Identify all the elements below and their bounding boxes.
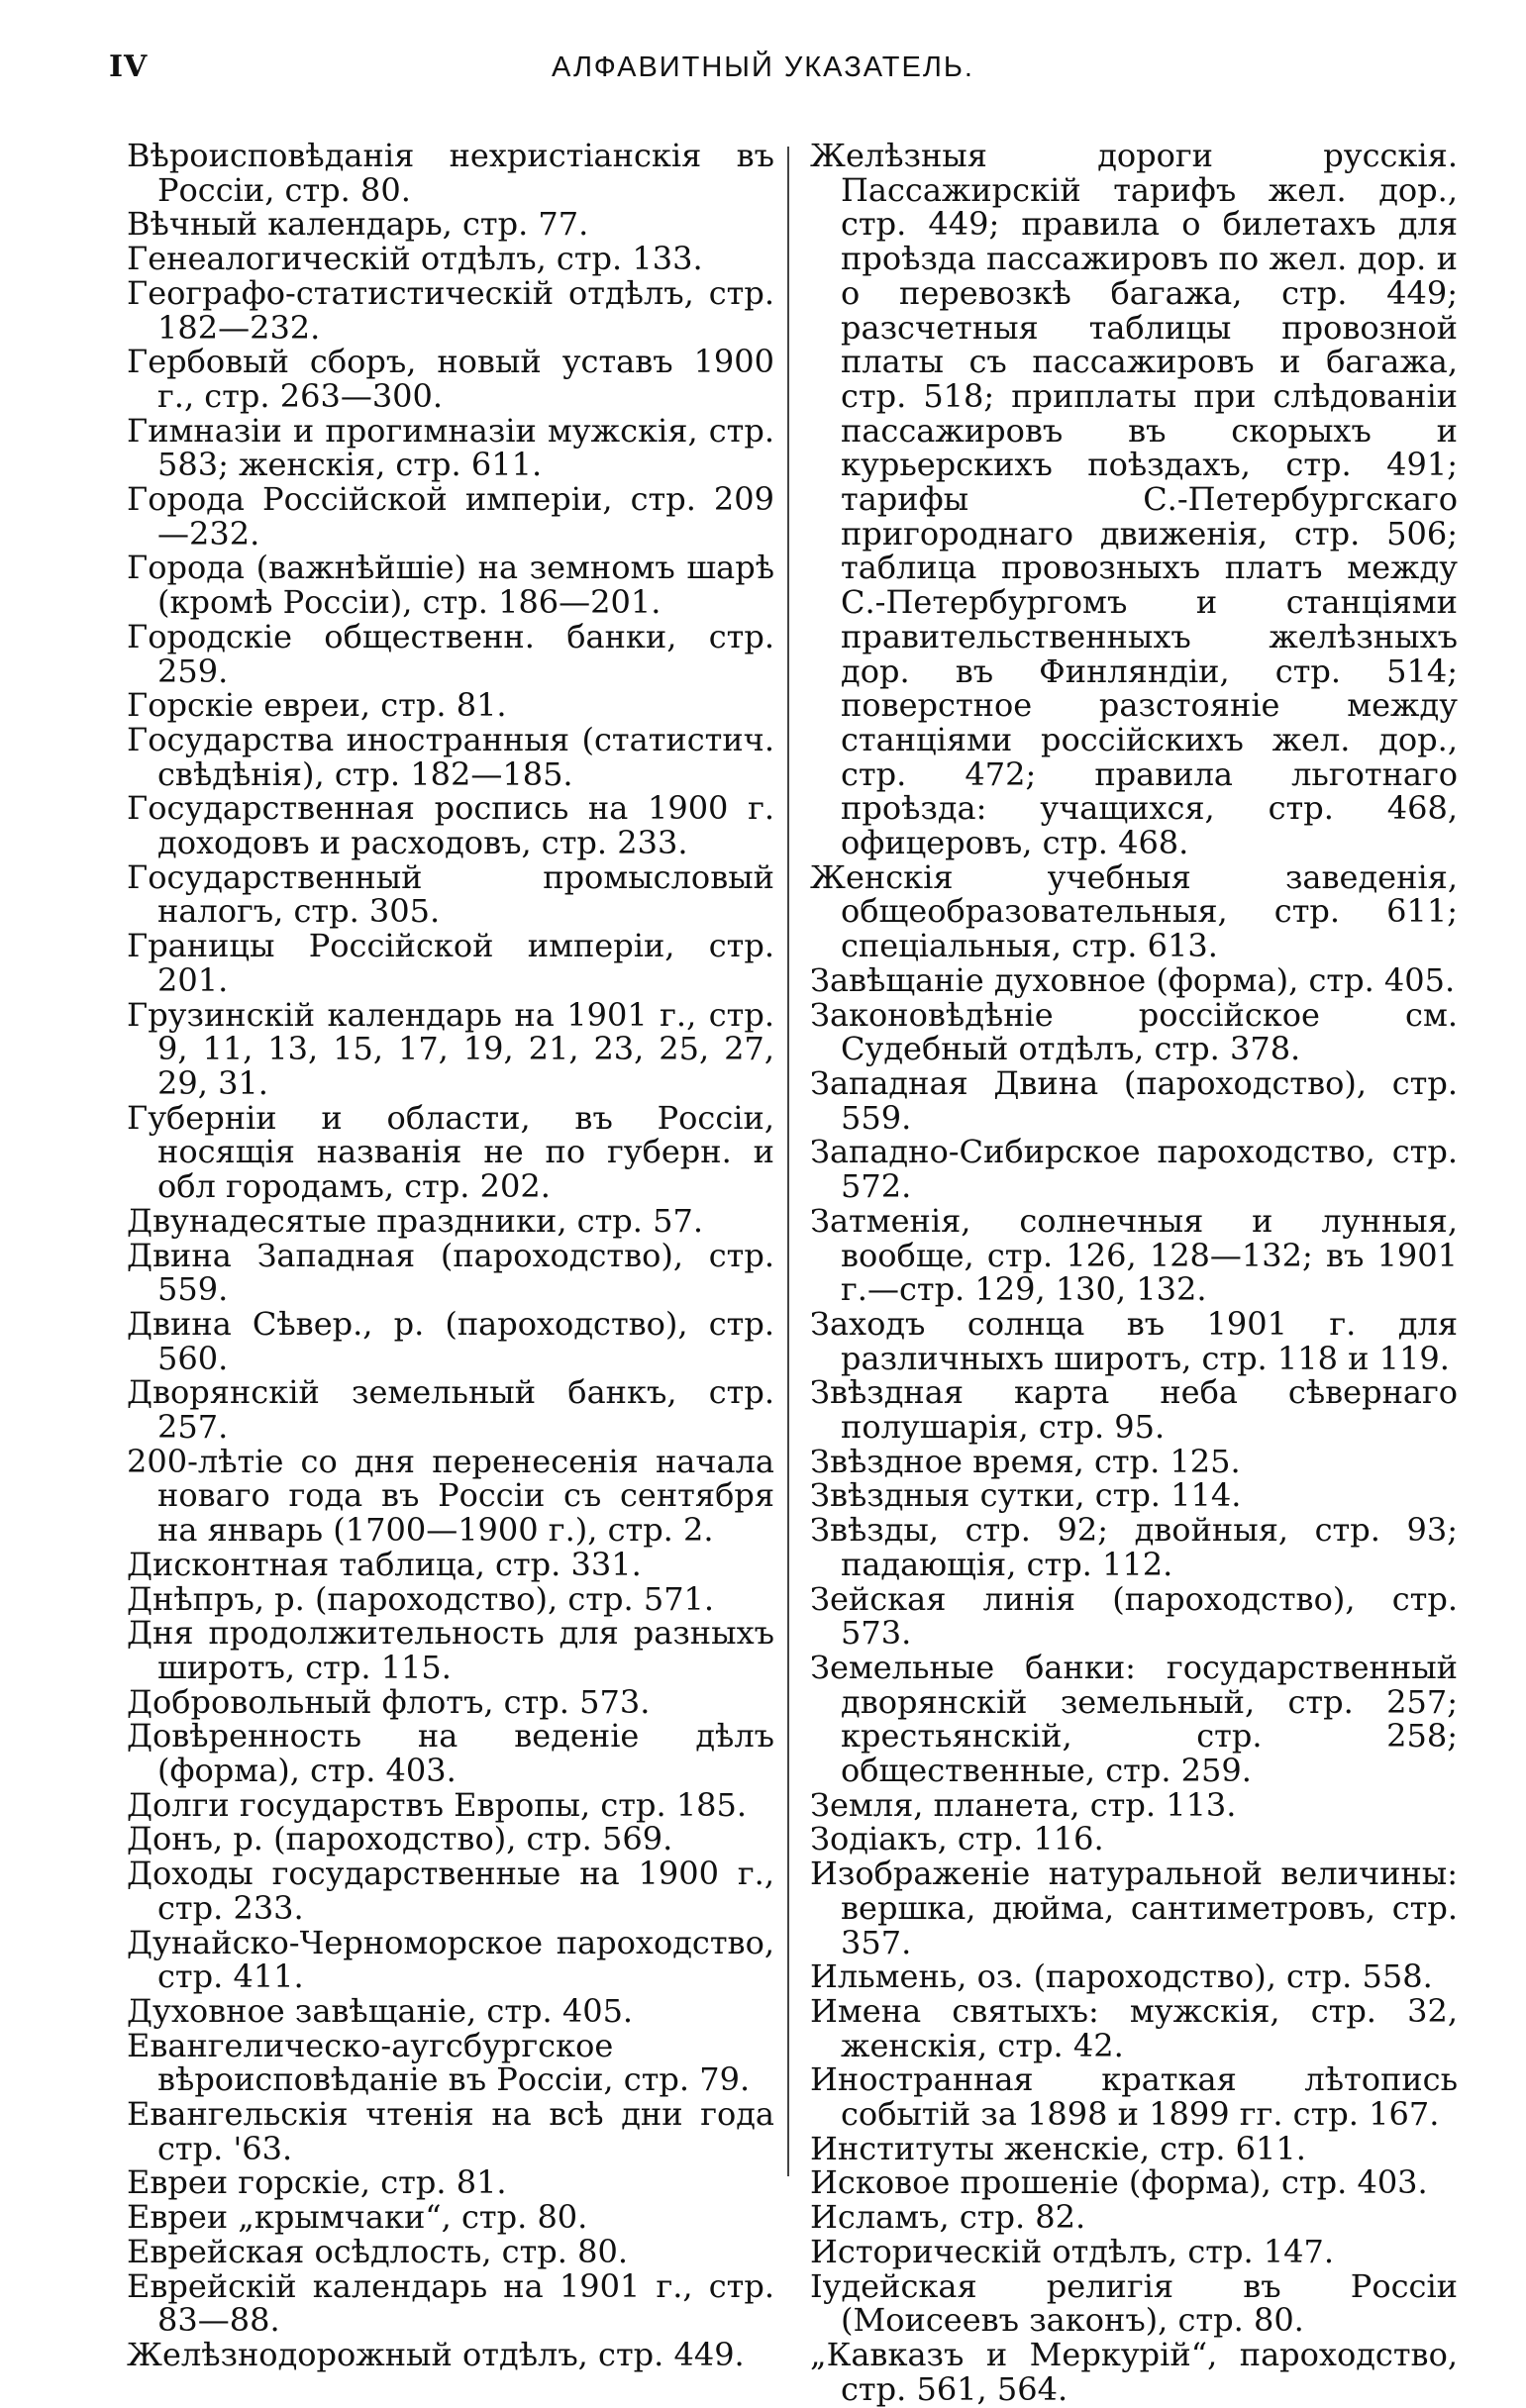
column-divider <box>787 147 789 2176</box>
index-entry: Земля, планета, стр. 113. <box>810 1785 1237 1824</box>
index-entry: Женскія учебныя заведенія, общеобразовательныя, стр. 611; спеціальныя, стр. 613. <box>810 857 1458 965</box>
index-entry: Иностранная краткая лѣтопись событій за 1898 и 1899 гг. стр. 167. <box>810 2060 1458 2134</box>
index-entry: Исковое прошеніе (форма), стр. 403. <box>810 2163 1428 2202</box>
index-entry: Географо-статистическій отдѣлъ, стр. 182—232. <box>127 273 774 347</box>
running-title: АЛФАВИТНЫЙ УКАЗАТЕЛЬ. <box>552 51 974 83</box>
index-entry: Земельные банки: государственный дворянскій земельный, стр. 257; крестьянскій, стр. 258; общественные, стр. 259. <box>810 1648 1458 1790</box>
index-entry: Звѣздное время, стр. 125. <box>810 1442 1241 1480</box>
index-entry: Историческій отдѣлъ, стр. 147. <box>810 2232 1335 2270</box>
index-entry: Звѣздная карта неба сѣвернаго полушарія, стр. 95. <box>810 1373 1458 1447</box>
page-number: IV <box>109 50 149 84</box>
index-entry: Законовѣдѣніе россійское см. Судебный отдѣлъ, стр. 378. <box>810 995 1458 1068</box>
index-entry: Вѣроисповѣданія нехристіанскія въ Россіи, стр. 80. <box>127 137 774 209</box>
index-entry: Долги государствъ Европы, стр. 185. <box>127 1785 748 1824</box>
index-entry: Заходъ солнца въ 1901 г. для различныхъ широтъ, стр. 118 и 119. <box>810 1304 1458 1377</box>
index-entry: „Кавказъ и Меркурій“, пароходство, стр. 561, 564. <box>810 2336 1458 2408</box>
index-entry: Ильмень, оз. (пароходство), стр. 558. <box>810 1957 1433 1996</box>
index-entry: Довѣренность на веденіе дѣлъ (форма), стр. 403. <box>127 1717 774 1790</box>
index-entry: Западно-Сибирское пароходство, стр. 572. <box>810 1133 1458 1206</box>
index-entry: 200-лѣтіе со дня перенесенія начала новаго года въ Россіи съ сентября на январь (1700—1900 г.), стр. 2. <box>127 1442 774 1550</box>
left-column <box>127 139 774 2372</box>
index-entry: Государственный промысловый налогъ, стр. 305. <box>127 857 774 931</box>
index-entry: Двина Западная (пароходство), стр. 559. <box>127 1236 774 1309</box>
index-entry: Звѣздныя сутки, стр. 114. <box>810 1476 1242 1515</box>
index-entry: Желѣзнодорожный отдѣлъ, стр. 449. <box>127 2336 745 2373</box>
index-entry: Городскіе общественн. банки, стр. 259. <box>127 617 774 690</box>
index-entry: Еврейскій календарь на 1901 г., стр. 83—88. <box>127 2266 774 2340</box>
index-entry: Евангельскія чтенія на всѣ дни года стр. '63. <box>127 2095 774 2167</box>
index-entry: Вѣчный календарь, стр. 77. <box>127 205 589 244</box>
index-entry: Зейская линія (пароходство), стр. 573. <box>810 1579 1458 1653</box>
index-entry: Донъ, р. (пароходство), стр. 569. <box>127 1820 673 1858</box>
right-column <box>810 139 1458 2406</box>
index-entry: Границы Россійской имперіи, стр. 201. <box>127 927 774 999</box>
index-entry: Іудейская религія въ Россіи (Моисеевъ законъ), стр. 80. <box>810 2266 1458 2340</box>
index-entry: Дисконтная таблица, стр. 331. <box>127 1545 642 1583</box>
index-entry: Затменія, солнечныя и лунныя, вообще, стр. 126, 128—132; въ 1901 г.—стр. 129, 130, 132. <box>810 1201 1458 1309</box>
index-entry: Дунайско-Черноморское пароходство, стр. 411. <box>127 1923 774 1996</box>
index-entry: Дня продолжительность для разныхъ широтъ, стр. 115. <box>127 1614 774 1686</box>
index-entry: Доходы государственные на 1900 г., стр. 233. <box>127 1855 774 1927</box>
index-entry: Духовное завѣщаніе, стр. 405. <box>127 1991 634 2030</box>
index-entry: Двунадесятые праздники, стр. 57. <box>127 1201 704 1240</box>
index-entry: Желѣзныя дороги русскія. Пассажирскій тарифъ жел. дор., стр. 449; правила о билетахъ для проѣзда пассажировъ по жел. дор. и о перевозкѣ багажа, стр. 449; разсчетныя таблицы провозной платы съ пассажировъ и багажа, стр. 518; приплаты при слѣдованіи пассажировъ въ скорыхъ и курьерскихъ поѣздахъ, стр. 491; тарифы С.-Петербургскаго пригороднаго движенія, стр. 506; таблица провозныхъ платъ между С.-Петербургомъ и станціями правительственныхъ желѣзныхъ дор. въ Финляндіи, стр. 514; поверстное разстояніе между станціями россійскихъ жел. дор., стр. 472; правила льготнаго проѣзда: учащихся, стр. 468, офицеровъ, стр. 468. <box>810 137 1458 862</box>
index-entry: Дворянскій земельный банкъ, стр. 257. <box>127 1373 774 1447</box>
index-entry: Двина Сѣвер., р. (пароходство), стр. 560. <box>127 1304 774 1377</box>
index-entry: Гимназіи и прогимназіи мужскія, стр. 583; женскія, стр. 611. <box>127 411 774 484</box>
index-entry: Города Россійской имперіи, стр. 209—232. <box>127 480 774 552</box>
index-entry: Государства иностранныя (статистич. свѣдѣнія), стр. 182—185. <box>127 720 774 793</box>
index-entry: Горскіе евреи, стр. 81. <box>127 686 507 725</box>
index-entry: Генеалогическій отдѣлъ, стр. 133. <box>127 240 703 278</box>
index-entry: Губерніи и области, въ Россіи, носящія названія не по губерн. и обл городамъ, стр. 202. <box>127 1098 774 1206</box>
index-entry: Евреи „крымчаки“, стр. 80. <box>127 2198 588 2237</box>
index-entry: Государственная роспись на 1900 г. доходовъ и расходовъ, стр. 233. <box>127 789 774 862</box>
index-entry: Западная Двина (пароходство), стр. 559. <box>810 1063 1458 1137</box>
index-entry: Евреи горскіе, стр. 81. <box>127 2163 507 2202</box>
index-entry: Еврейская осѣдлость, стр. 80. <box>127 2232 628 2270</box>
index-entry: Гербовый сборъ, новый уставъ 1900 г., стр. 263—300. <box>127 343 774 415</box>
index-entry: Имена святыхъ: мужскія, стр. 32, женскія, стр. 42. <box>810 1991 1458 2064</box>
index-entry: Грузинскій календарь на 1901 г., стр. 9, 11, 13, 15, 17, 19, 21, 23, 25, 27, 29, 31. <box>127 995 774 1102</box>
index-entry: Днѣпръ, р. (пароходство), стр. 571. <box>127 1579 715 1618</box>
index-entry: Евангелическо-аугсбургское вѣроисповѣданіе въ Россіи, стр. 79. <box>127 2026 751 2099</box>
index-entry: Добровольный флотъ, стр. 573. <box>127 1682 651 1721</box>
index-entry: Города (важнѣйшіе) на земномъ шарѣ (кромѣ Россіи), стр. 186—201. <box>127 549 774 622</box>
index-entry: Звѣзды, стр. 92; двойныя, стр. 93; падающія, стр. 112. <box>810 1511 1458 1583</box>
index-entry: Институты женскіе, стр. 611. <box>810 2129 1306 2167</box>
index-entry: Зодіакъ, стр. 116. <box>810 1820 1104 1858</box>
index-entry: Исламъ, стр. 82. <box>810 2198 1086 2237</box>
index-entry: Завѣщаніе духовное (форма), стр. 405. <box>810 960 1456 999</box>
index-entry: Изображеніе натуральной величины: вершка, дюйма, сантиметровъ, стр. 357. <box>810 1855 1458 1961</box>
